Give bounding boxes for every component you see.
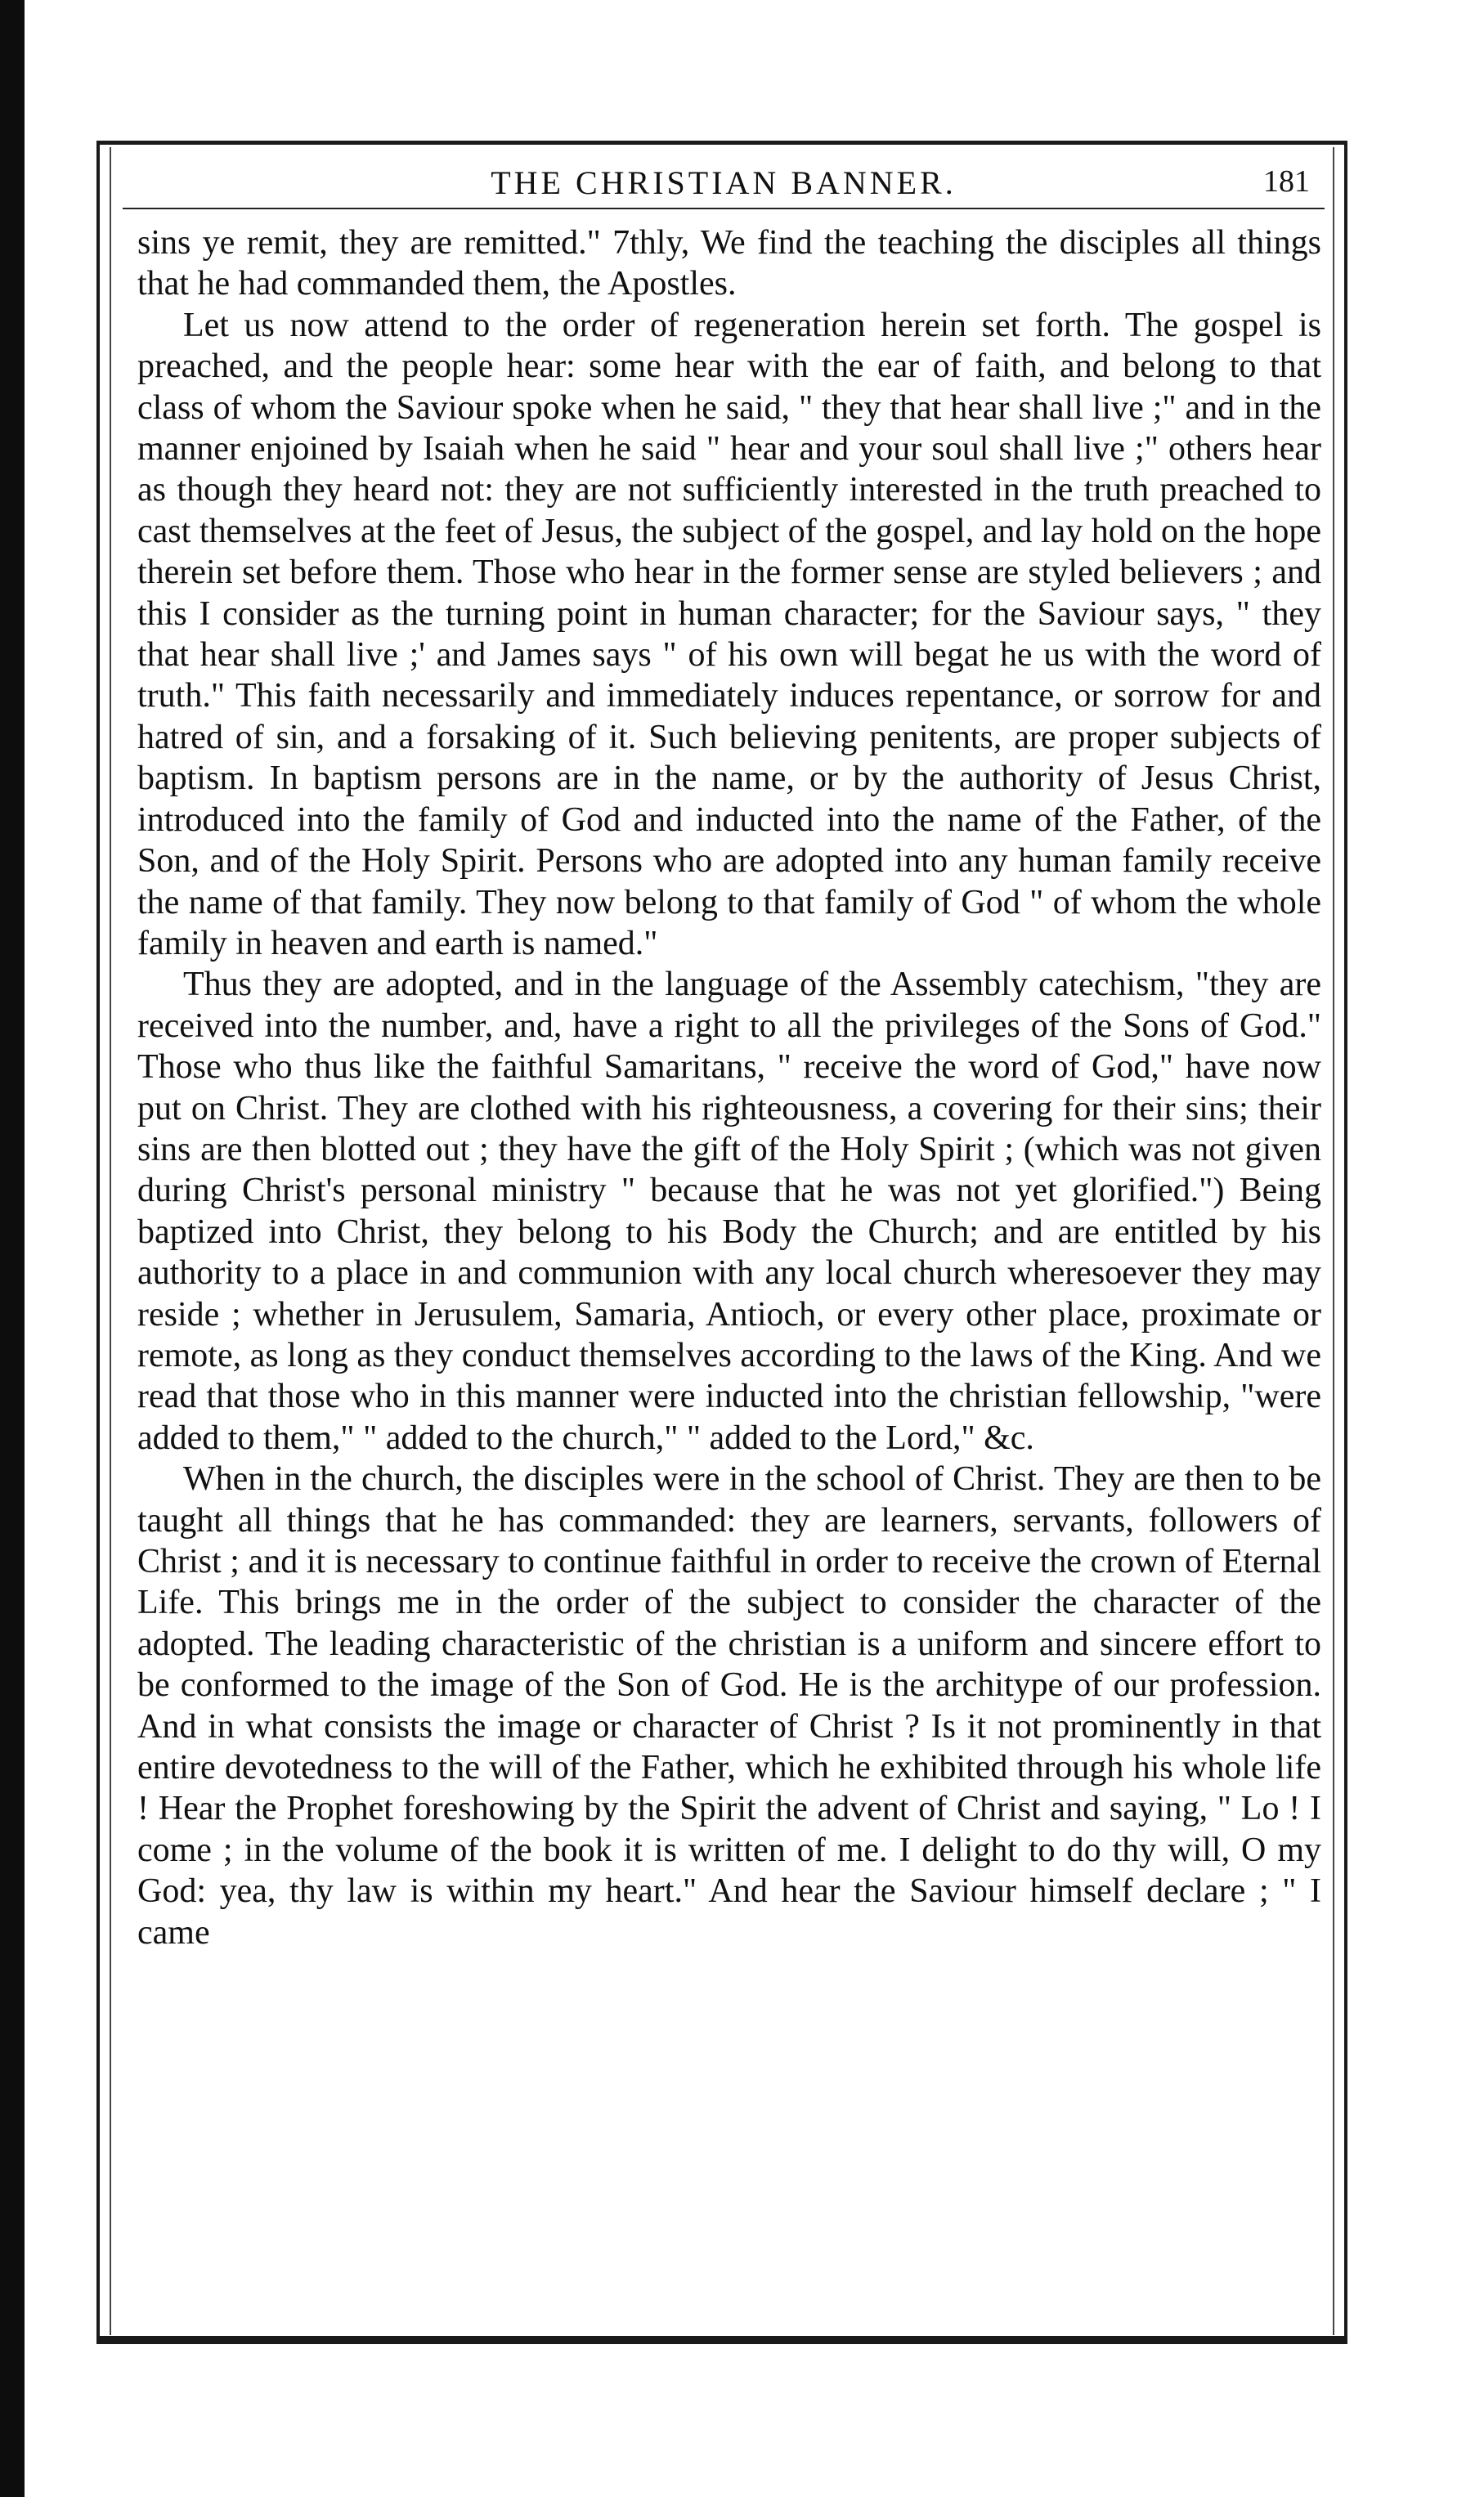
running-header [123, 157, 1325, 209]
article-body [137, 222, 1321, 1953]
journal-title: THE CHRISTIAN BANNER. [491, 164, 957, 201]
paragraph-regeneration: Let us now attend to the order of regeneration herein set forth. The gospel is preached, and the people hear: some hear with the ear of faith, and belong to that class of whom the Saviour spoke when he said, " they that hear shall live ;" and in the manner enjoined by Isaiah when he said " hear and your soul shall live ;" others hear as though they heard not: they are not sufficiently interested in the truth preached to cast themselves at the feet of Jesus, the subject of the gospel, and lay hold on the hope therein set before them. Those who hear in the former sense are styled believers ; and this I consider as the turning point in human character; for the Saviour says, " they that hear shall live ;' and James says " of his own will begat he us with the word of truth." This faith necessarily and immediately induces repentance, or sorrow for and hatred of sin, and a forsaking of it. Such believing penitents, are proper subjects of baptism. In baptism persons are in the name, or by the authority of Jesus Christ, introduced into the family of God and inducted into the name of the Father, of the Son, and of the Holy Spirit. Persons who are adopted into any human family receive the name of that family. They now belong to that family of God " of whom the whole family in heaven and earth is named." [137, 306, 1321, 962]
paragraph-school-of-christ: When in the church, the disciples were in the school of Christ. They are then to be taught all things that he has commanded: they are learners, servants, followers of Christ ; and it is necessary to continue faithful in order to receive the crown of Eternal Life. This brings me in the order of the subject to consider the character of the adopted. The leading characteristic of the christian is a uniform and sincere effort to be conformed to the image of the Son of God. He is the architype of our profession. And in what consists the image or character of Christ ? Is it not prominently in that entire devotedness to the will of the Father, which he exhibited through his whole life ! Hear the Prophet foreshowing by the Spirit the advent of Christ and saying, " Lo ! I come ; in the volume of the book it is written of me. I delight to do thy will, O my God: yea, thy law is within my heart." And hear the Saviour himself declare ; " I came [137, 1460, 1321, 1952]
paragraph-continuation: sins ye remit, they are remitted." 7thly, We find the teaching the disciples all things that he had commanded them, the Apostles. [137, 224, 1321, 303]
paragraph-adoption: Thus they are adopted, and in the language of the Assembly catechism, "they are received into the number, and, have a right to all the privileges of the Sons of God." Those who thus like the faithful Samaritans, " receive the word of God," have now put on Christ. They are clothed with his righteousness, a covering for their sins; their sins are then blotted out ; they have the gift of the Holy Spirit ; (which was not given during Christ's personal ministry " because that he was not yet glorified.") Being baptized into Christ, they belong to his Body the Church; and are entitled by his authority to a place in and communion with any local church wheresoever they may reside ; whether in Jerusulem, Samaria, Antioch, or every other place, proximate or remote, as long as they conduct themselves according to the laws of the King. And we read that those who in this manner were inducted into the christian fellowship, "were added to them," " added to the church," " added to the Lord," &c. [137, 966, 1321, 1457]
page-number: 181 [1263, 164, 1310, 199]
scan-edge-shadow [0, 0, 25, 2497]
